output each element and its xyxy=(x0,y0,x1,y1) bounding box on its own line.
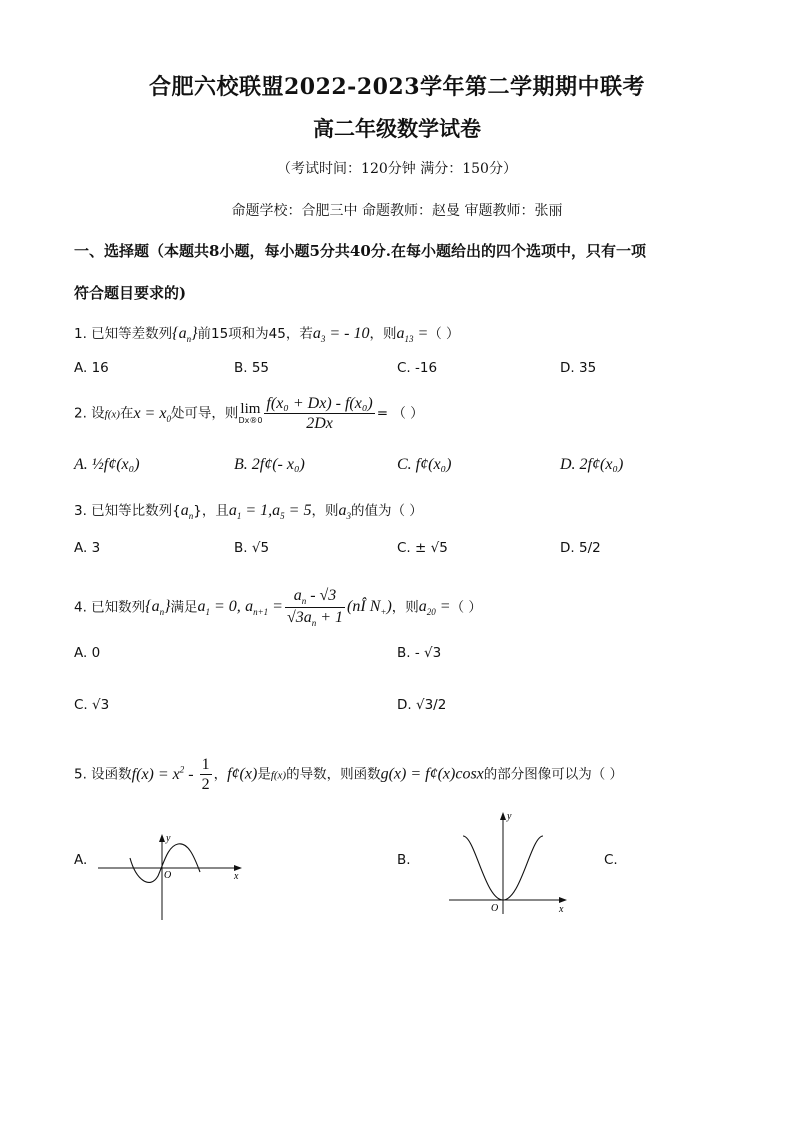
q2-option-b[interactable]: B. 2f¢(- x₀) xyxy=(234,456,305,473)
q4-recurrence: $a_{n+1}$ = xyxy=(245,598,283,618)
graph-a-origin-label: O xyxy=(164,870,172,881)
q5-option-c[interactable]: C. xyxy=(604,852,618,868)
q3-option-b[interactable]: B. √5 xyxy=(234,540,270,556)
q3-cond2: $a_5 = 5$ xyxy=(272,502,312,522)
graph-a-y-arrow xyxy=(159,834,165,842)
q3-target: $a_3$ xyxy=(338,502,351,522)
question-2 xyxy=(74,394,424,433)
question-3 xyxy=(74,499,423,521)
exam-info: （考试时间：120分钟 满分：150分） xyxy=(277,161,517,177)
graph-a-x-label: x xyxy=(234,871,239,882)
section-heading-line2: 符合题目要求的) xyxy=(74,284,187,302)
q5-graph-b[interactable] xyxy=(445,808,575,918)
q4-mid: 满足 xyxy=(170,599,198,616)
question-4 xyxy=(74,586,482,629)
q4-domain: (nÎ $N_+$) xyxy=(347,598,392,618)
q4-mid2: ，则 xyxy=(391,599,419,616)
exam-authors: 命题学校：合肥三中 命题教师：赵曼 审题教师：张丽 xyxy=(231,203,563,219)
q5-comma: ， xyxy=(213,766,228,783)
q3-pre: 3. 已知等比数列{ xyxy=(74,503,181,519)
q4-option-d[interactable]: D. √3/2 xyxy=(397,697,447,713)
q2-option-d[interactable]: D. 2f¢(x₀) xyxy=(560,456,624,473)
q4-option-a[interactable]: A. 0 xyxy=(74,645,101,661)
q3-option-d[interactable]: D. 5/2 xyxy=(560,540,601,556)
q5-fdef: $f(x) = x^2$ - xyxy=(131,764,198,783)
q3-option-a[interactable]: A. 3 xyxy=(74,540,101,556)
q5-tail: 的部分图像可以为（ ） xyxy=(483,766,624,783)
graph-a-y-label: y xyxy=(166,833,171,844)
exam-title: 合肥六校联盟2022-2023学年第二学期期中联考 xyxy=(148,74,646,100)
q3-mid: }，且 xyxy=(193,503,229,519)
q2-option-c[interactable]: C. f¢(x₀) xyxy=(397,456,452,473)
q5-graph-a[interactable] xyxy=(96,832,246,924)
q5-option-a[interactable]: A. xyxy=(74,852,88,868)
question-5 xyxy=(74,755,623,794)
q5-option-b[interactable]: B. xyxy=(397,852,411,868)
q1-option-a[interactable]: A. 16 xyxy=(74,360,109,376)
q5-half: $\frac{1}{2}$ xyxy=(201,756,210,794)
q1-tail1: ，则 xyxy=(369,326,397,342)
q2-tail: = （ ） xyxy=(376,405,424,422)
q3-seq: $a_n$ xyxy=(180,502,194,522)
q2-point: $x = x_0$ xyxy=(133,404,171,424)
q3-tail: 的值为（ ） xyxy=(350,503,423,519)
q4-option-b[interactable]: B. - √3 xyxy=(397,645,442,661)
q5-fprime: f¢(x) xyxy=(227,765,258,783)
q5-mid: 是 xyxy=(257,766,271,783)
q4-pre: 4. 已知数列 xyxy=(74,599,146,616)
section-heading-line1: 一、选择题（本题共8小题，每小题5分共40分.在每小题给出的四个选项中，只有一项 xyxy=(74,242,646,260)
q1-seq: $\{a_n\}$ xyxy=(172,325,198,345)
q1-cond: $a_3$ = - 10 xyxy=(312,325,370,345)
q1-tail2: （ ） xyxy=(428,326,460,342)
q4-target: $a_{20}$ = xyxy=(418,598,451,618)
q2-mid1: 在 xyxy=(119,405,134,422)
q3-option-c[interactable]: C. ± √5 xyxy=(397,540,448,556)
q2-option-a[interactable]: A. ½f¢(x₀) xyxy=(74,456,140,473)
graph-b-x-arrow xyxy=(559,897,567,903)
q1-mid: 前15项和为45，若 xyxy=(197,326,313,342)
q2-limit: lim Dx®0 xyxy=(238,401,263,426)
q2-fx: f(x) xyxy=(104,408,120,421)
question-1 xyxy=(74,322,460,344)
q3-cond1: $a_1 = 1$, xyxy=(228,502,273,522)
graph-b-origin-label: O xyxy=(491,903,499,914)
q5-fx: f(x) xyxy=(270,769,287,782)
graph-b-x-label: x xyxy=(559,904,564,915)
q1-option-b[interactable]: B. 55 xyxy=(234,360,270,376)
q4-fraction: $\frac{a_n - √3}{√3a_n + 1}$ xyxy=(286,587,344,629)
q2-fraction: $\frac{\text{f(x₀ + Dx) - f(x₀)}}{2Dx}$ xyxy=(266,395,373,433)
q5-mid2: 的导数，则函数 xyxy=(286,766,381,783)
q1-option-c[interactable]: C. -16 xyxy=(397,360,438,376)
q2-pre: 2. 设 xyxy=(74,405,105,422)
q2-mid2: 处可导，则 xyxy=(170,405,239,422)
q3-mid2: ，则 xyxy=(311,503,339,519)
q4-seq: $\{a_n\}$ xyxy=(145,598,171,618)
exam-subtitle: 高二年级数学试卷 xyxy=(313,116,481,141)
graph-b-y-label: y xyxy=(507,811,512,822)
q5-pre: 5. 设函数 xyxy=(74,766,132,783)
q4-option-c[interactable]: C. √3 xyxy=(74,697,110,713)
q1-option-d[interactable]: D. 35 xyxy=(560,360,597,376)
q4-cond: $a_1 = 0$, xyxy=(197,598,241,618)
q1-pre: 1. 已知等差数列 xyxy=(74,326,173,342)
graph-b-y-arrow xyxy=(500,812,506,820)
q1-target: $a_{13}$ = xyxy=(396,325,429,345)
q4-tail: （ ） xyxy=(450,599,482,616)
q5-gdef: g(x) = f¢(x)cosx xyxy=(380,765,484,783)
